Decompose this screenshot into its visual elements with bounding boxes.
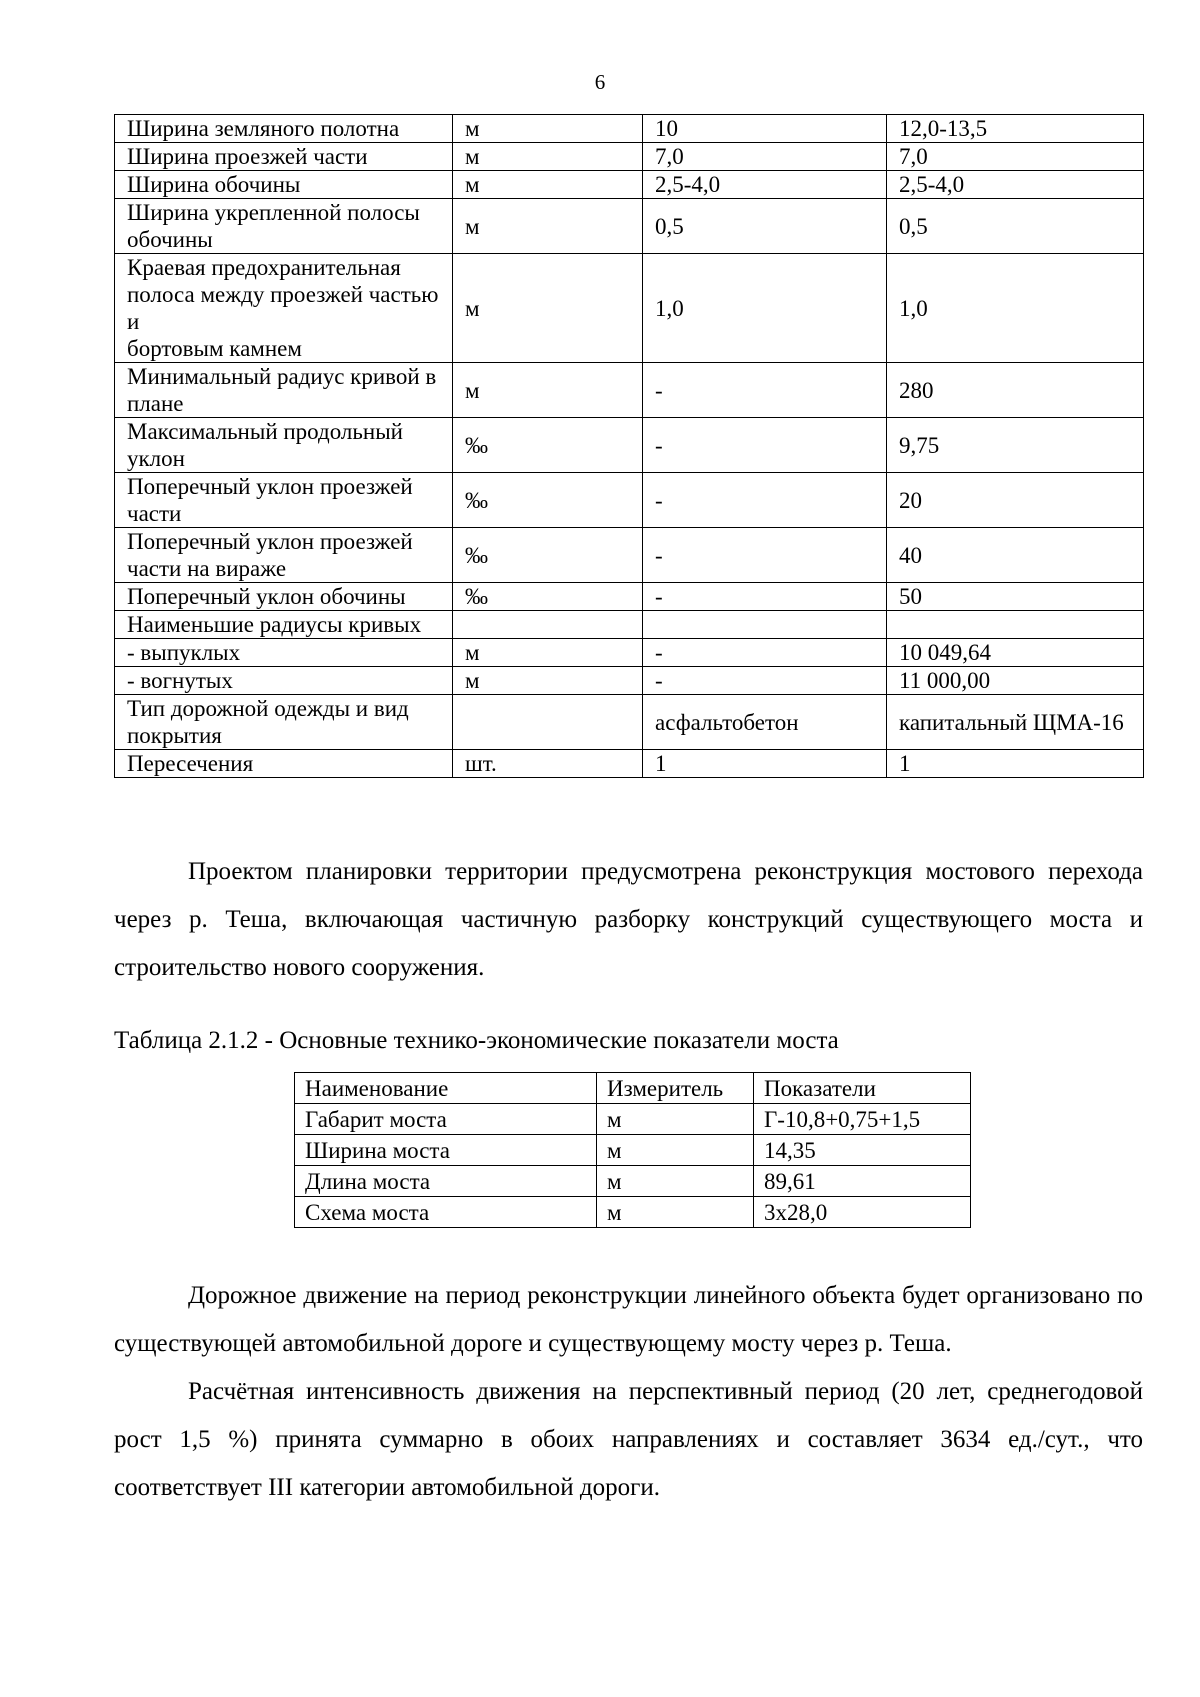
table-cell: 11 000,00 (887, 667, 1144, 695)
table-cell: Габарит моста (295, 1104, 597, 1135)
table-row (115, 418, 1144, 473)
table-cell: 0,5 (887, 199, 1144, 254)
table-cell: - (643, 418, 887, 473)
table-cell: м (453, 143, 643, 171)
paragraph-text: Проектом планировки территории предусмотрена реконструкция мостового перехода через р. Теша, включающая частичную разборку конструкций существующего моста и строительство нового сооружения. (114, 858, 1143, 981)
table-cell: м (453, 363, 643, 418)
table-cell: 14,35 (754, 1135, 971, 1166)
table-row (115, 363, 1144, 418)
table-cell: 9,75 (887, 418, 1144, 473)
table-header-row (295, 1073, 971, 1104)
table-cell: 7,0 (643, 143, 887, 171)
table-cell: 1 (887, 750, 1144, 778)
table-cell: - (643, 583, 887, 611)
column-header: Показатели (754, 1073, 971, 1104)
table-cell: 12,0-13,5 (887, 115, 1144, 143)
table-cell: ‰ (453, 583, 643, 611)
table-cell: - (643, 363, 887, 418)
table-cell: Ширина проезжей части (115, 143, 453, 171)
table-row (115, 199, 1144, 254)
table-cell: ‰ (453, 418, 643, 473)
paragraph-reconstruction (114, 848, 1143, 992)
table-cell: м (453, 667, 643, 695)
table-cell: ‰ (453, 528, 643, 583)
table-cell: Ширина моста (295, 1135, 597, 1166)
table-row (115, 583, 1144, 611)
table-cell: - (643, 639, 887, 667)
table-cell: Краевая предохранительная полоса между проезжей частью и бортовым камнем (115, 254, 453, 363)
table-cell (453, 695, 643, 750)
paragraph-traffic: Дорожное движение на период реконструкции линейного объекта будет организовано по существующей автомобильной дороге и существующему мосту через р. Теша. (114, 1282, 1143, 1357)
table-cell: Ширина земляного полотна (115, 115, 453, 143)
table-cell: 2,5-4,0 (887, 171, 1144, 199)
table-caption: Таблица 2.1.2 - Основные технико-экономические показатели моста (114, 1027, 839, 1054)
table-cell: 10 (643, 115, 887, 143)
table-row (115, 695, 1144, 750)
table-cell: - вогнутых (115, 667, 453, 695)
column-header: Наименование (295, 1073, 597, 1104)
bridge-indicators-table (294, 1072, 971, 1228)
table-cell: капитальный ЩМА-16 (887, 695, 1144, 750)
table-cell: 89,61 (754, 1166, 971, 1197)
paragraph-intensity: Расчётная интенсивность движения на перспективный период (20 лет, среднегодовой рост 1,5 %) принята суммарно в обоих направлениях и составляет 3634 ед./сут., что соответствует III категории автомобильной дороги. (114, 1378, 1143, 1501)
table-cell: м (453, 115, 643, 143)
table-cell: - (643, 528, 887, 583)
table-cell: 3х28,0 (754, 1197, 971, 1228)
table-cell: - выпуклых (115, 639, 453, 667)
table-cell: м (453, 639, 643, 667)
table-row (115, 639, 1144, 667)
table-cell: шт. (453, 750, 643, 778)
table-row (115, 143, 1144, 171)
table-cell: м (453, 171, 643, 199)
table-cell: Поперечный уклон проезжей части на вираже (115, 528, 453, 583)
table-cell: Длина моста (295, 1166, 597, 1197)
table-cell: асфальтобетон (643, 695, 887, 750)
table-cell: Минимальный радиус кривой в плане (115, 363, 453, 418)
table-cell: 1 (643, 750, 887, 778)
table-cell: м (453, 254, 643, 363)
paragraph-block (114, 1272, 1143, 1512)
table-cell: м (597, 1166, 754, 1197)
table-row (115, 611, 1144, 639)
table-cell: ‰ (453, 473, 643, 528)
table-row (115, 750, 1144, 778)
table-cell: 20 (887, 473, 1144, 528)
table-cell: Ширина укрепленной полосы обочины (115, 199, 453, 254)
table-cell (453, 611, 643, 639)
column-header: Измеритель (597, 1073, 754, 1104)
table-cell: Максимальный продольный уклон (115, 418, 453, 473)
table-cell: Тип дорожной одежды и вид покрытия (115, 695, 453, 750)
table-row (115, 115, 1144, 143)
table-cell: Поперечный уклон проезжей части (115, 473, 453, 528)
table-cell: Схема моста (295, 1197, 597, 1228)
table-cell: 280 (887, 363, 1144, 418)
table-cell: 50 (887, 583, 1144, 611)
table-cell: м (597, 1135, 754, 1166)
table-row (295, 1166, 971, 1197)
table-cell (643, 611, 887, 639)
table-cell: Наименьшие радиусы кривых (115, 611, 453, 639)
table-row (295, 1197, 971, 1228)
table-row (115, 171, 1144, 199)
table-cell (887, 611, 1144, 639)
table-cell: Г-10,8+0,75+1,5 (754, 1104, 971, 1135)
table-row (115, 528, 1144, 583)
table-row (115, 473, 1144, 528)
table-cell: 0,5 (643, 199, 887, 254)
table-cell: Пересечения (115, 750, 453, 778)
table-cell: 40 (887, 528, 1144, 583)
table-cell: м (597, 1104, 754, 1135)
table-cell: 10 049,64 (887, 639, 1144, 667)
page-number: 6 (594, 70, 606, 94)
table-cell: 2,5-4,0 (643, 171, 887, 199)
table-cell: - (643, 667, 887, 695)
table-cell: м (453, 199, 643, 254)
road-parameters-table (114, 114, 1144, 778)
table-cell: м (597, 1197, 754, 1228)
table-row (115, 667, 1144, 695)
table-cell: Поперечный уклон обочины (115, 583, 453, 611)
table-cell: 1,0 (887, 254, 1144, 363)
table-cell: - (643, 473, 887, 528)
table-cell: 1,0 (643, 254, 887, 363)
table-cell: 7,0 (887, 143, 1144, 171)
table-row (295, 1104, 971, 1135)
table-row (295, 1135, 971, 1166)
table-row (115, 254, 1144, 363)
table-cell: Ширина обочины (115, 171, 453, 199)
